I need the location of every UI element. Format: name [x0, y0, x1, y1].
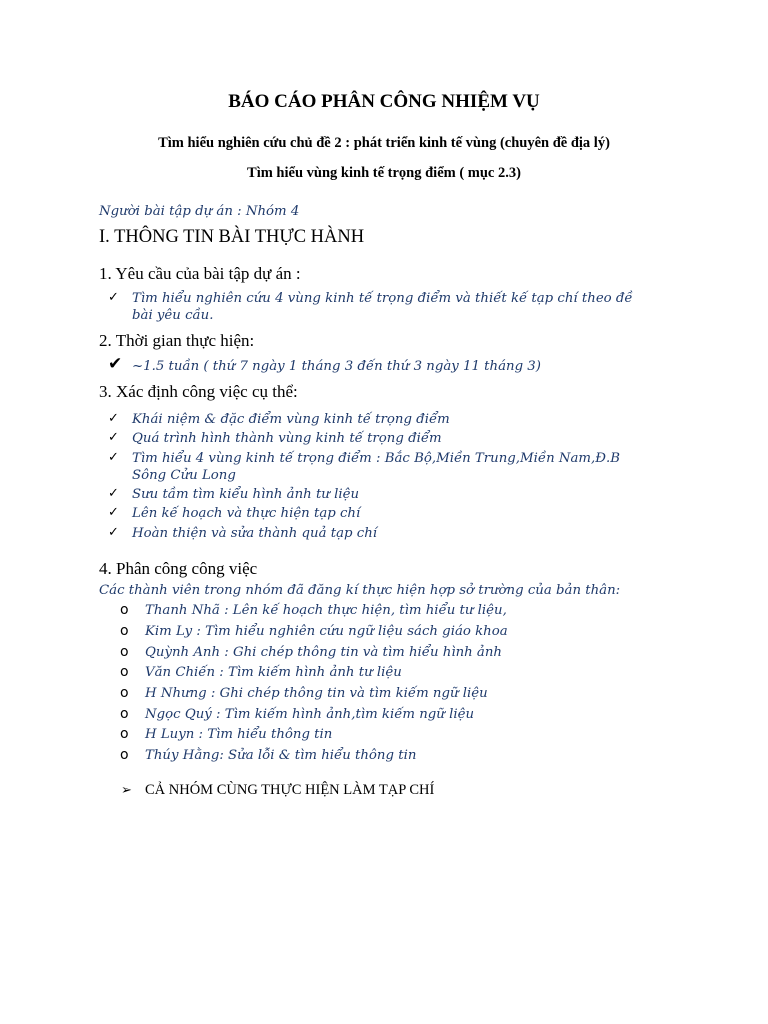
list-item-text: Hoàn thiện và sửa thành quả tạp chí — [132, 526, 378, 541]
circle-bullet-icon: o — [120, 747, 129, 763]
circle-bullet-icon: o — [120, 644, 129, 660]
circle-bullet-icon: o — [120, 623, 129, 639]
member-assignment: Thúy Hằng: Sửa lỗi & tìm hiểu thông tin — [145, 748, 417, 763]
list-item-text: Quá trình hình thành vùng kinh tế trọng điểm — [132, 431, 442, 446]
document-subtitle-section: Tìm hiểu vùng kinh tế trọng điểm ( mục 2.3) — [247, 165, 521, 181]
member-assignment: Ngọc Quý : Tìm kiếm hình ảnh,tìm kiếm ngữ liệu — [145, 707, 475, 722]
member-assignment: Quỳnh Anh : Ghi chép thông tin và tìm hiểu hình ảnh — [145, 645, 502, 660]
assignment-intro: Các thành viên trong nhóm đã đăng kí thực hiện hợp sở trường của bản thân: — [99, 583, 621, 598]
list-item-text: Sưu tầm tìm kiểu hình ảnh tư liệu — [132, 487, 360, 502]
checkmark-icon: ✓ — [108, 430, 119, 445]
list-item-text: Lên kế hoạch và thực hiện tạp chí — [132, 506, 361, 521]
checkmark-icon: ✓ — [108, 411, 119, 426]
timeframe-heading: 2. Thời gian thực hiện: — [99, 331, 255, 350]
section-heading-info: I. THÔNG TIN BÀI THỰC HÀNH — [99, 227, 365, 247]
arrow-bullet-icon: ➢ — [121, 783, 132, 798]
final-note-text: CẢ NHÓM CÙNG THỰC HIỆN LÀM TẠP CHÍ — [145, 782, 435, 798]
document-title: BÁO CÁO PHÂN CÔNG NHIỆM VỤ — [228, 91, 540, 112]
circle-bullet-icon: o — [120, 706, 129, 722]
circle-bullet-icon: o — [120, 664, 129, 680]
checkmark-icon: ✓ — [108, 450, 119, 465]
list-item-text: Tìm hiểu nghiên cứu 4 vùng kinh tế trọng điểm và thiết kế tạp chí theo đề bài yêu cầu. — [132, 291, 633, 323]
checkmark-icon: ✓ — [108, 525, 119, 540]
member-assignment: Văn Chiến : Tìm kiếm hình ảnh tư liệu — [145, 665, 402, 680]
document-subtitle-topic: Tìm hiểu nghiên cứu chủ đề 2 : phát triển kinh tế vùng (chuyên đề địa lý) — [158, 135, 610, 151]
member-assignment: H Nhưng : Ghi chép thông tin và tìm kiếm ngữ liệu — [145, 686, 488, 701]
assignment-heading: 4. Phân công công việc — [99, 559, 258, 578]
list-item-text: Tìm hiểu 4 vùng kinh tế trọng điểm : Bắc Bộ,Miền Trung,Miền Nam,Đ.B Sông Cửu Long — [132, 451, 620, 483]
tasks-heading: 3. Xác định công việc cụ thể: — [99, 382, 298, 401]
requirements-heading: 1. Yêu cầu của bài tập dự án : — [99, 264, 301, 283]
member-assignment: Thanh Nhã : Lên kế hoạch thực hiện, tìm hiểu tư liệu, — [145, 603, 507, 618]
doer-line: Người bài tập dự án : Nhóm 4 — [99, 204, 300, 219]
circle-bullet-icon: o — [120, 602, 129, 618]
circle-bullet-icon: o — [120, 685, 129, 701]
checkmark-icon: ✓ — [108, 290, 119, 305]
checkmark-icon: ✓ — [108, 486, 119, 501]
member-assignment: H Luyn : Tìm hiểu thông tin — [145, 727, 333, 742]
checkmark-icon: ✓ — [108, 505, 119, 520]
circle-bullet-icon: o — [120, 726, 129, 742]
list-item-text: Khái niệm & đặc điểm vùng kinh tế trọng điểm — [132, 412, 450, 427]
checkmark-bold-icon: ✔ — [108, 354, 123, 374]
list-item-text: ~1.5 tuần ( thứ 7 ngày 1 tháng 3 đến thứ 3 ngày 11 tháng 3) — [132, 359, 541, 374]
member-assignment: Kim Ly : Tìm hiểu nghiên cứu ngữ liệu sách giáo khoa — [145, 624, 508, 639]
